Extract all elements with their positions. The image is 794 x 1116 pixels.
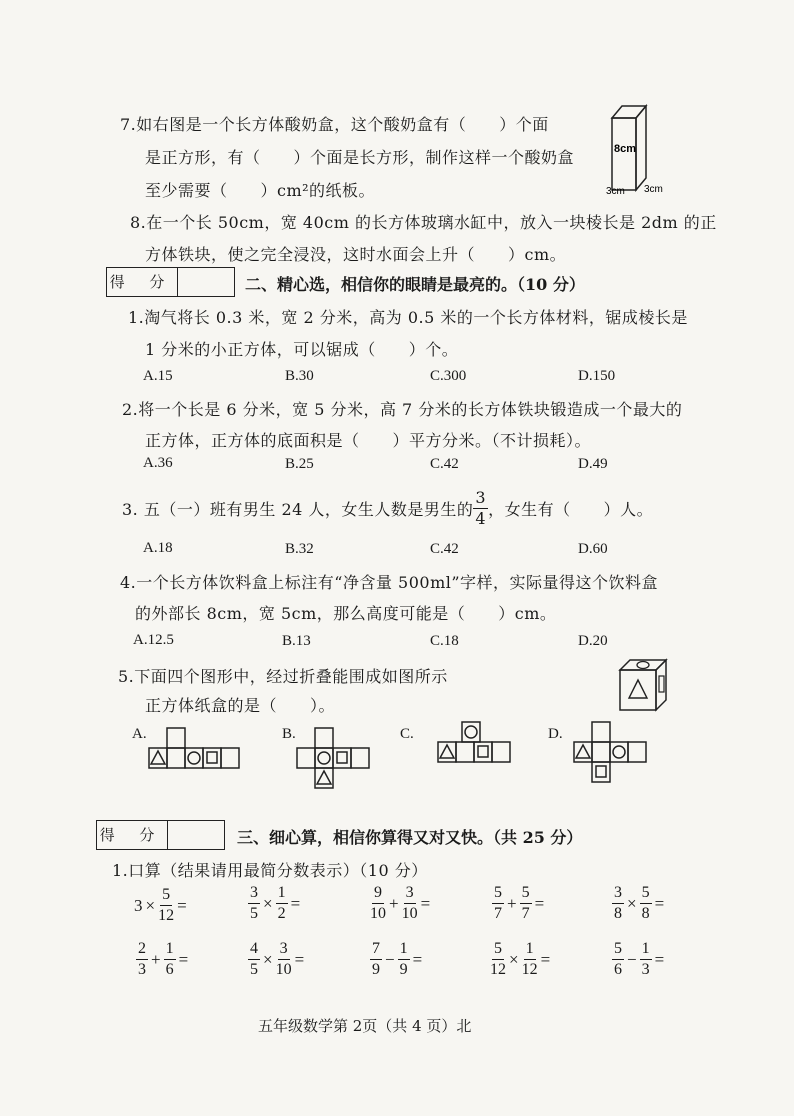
fraction-denominator: 5: [250, 905, 258, 922]
choice-q4-option-a[interactable]: A.12.5: [133, 632, 174, 648]
choice-q5-line2: 正方体纸盒的是（ ）。: [145, 696, 336, 715]
choice-q2-option-b[interactable]: B.25: [285, 456, 314, 472]
calc-expression: [492, 885, 544, 922]
fraction-numerator: 5: [492, 885, 504, 904]
choice-q1-option-c[interactable]: C.300: [430, 368, 467, 384]
fraction: [522, 941, 538, 978]
equals-sign: =: [420, 893, 431, 913]
cuboid-figure: [604, 100, 674, 196]
section2-score-blank[interactable]: [178, 268, 234, 296]
net-option-b-label[interactable]: B.: [282, 726, 296, 742]
fraction-denominator: 12: [521, 961, 538, 978]
equals-sign: =: [177, 895, 187, 915]
equals-sign: =: [412, 949, 423, 969]
fraction-numerator: 5: [640, 885, 652, 904]
choice-q5-line1: 5.下面四个图形中，经过折叠能围成如图所示: [118, 667, 448, 686]
fraction-denominator: 8: [614, 905, 622, 922]
operator: ×: [509, 949, 519, 969]
fraction-denominator: 3: [641, 961, 650, 978]
choice-q1-line1: 1.淘气将长 0.3 米，宽 2 分米，高为 0.5 米的一个长方体材料，锯成棱长是: [128, 308, 688, 327]
cuboid-height-label: 8cm: [614, 143, 637, 155]
equals-sign: =: [294, 949, 305, 969]
fraction: [612, 885, 624, 922]
choice-q4-option-c[interactable]: C.18: [430, 633, 459, 649]
choice-q1-option-b[interactable]: B.30: [285, 368, 314, 384]
fraction-denominator: 12: [158, 907, 175, 924]
fraction-numerator: 1: [524, 941, 536, 960]
fraction-denominator: 3: [138, 961, 146, 978]
fraction-numerator: 3: [404, 885, 416, 904]
fraction: [492, 885, 504, 922]
fraction: [248, 941, 260, 978]
fraction-numerator: 5: [520, 885, 532, 904]
section2-score-box: [106, 267, 235, 297]
cuboid-width-label: 3cm: [606, 186, 625, 196]
fraction-denominator: 7: [494, 905, 502, 922]
fraction: [402, 885, 418, 922]
fraction-denominator: 10: [370, 905, 386, 922]
calc-expression: [370, 941, 422, 978]
fraction-denominator: 8: [641, 905, 650, 922]
section3-score-blank[interactable]: [168, 821, 224, 849]
fraction-denominator: 9: [372, 961, 380, 978]
fraction: [490, 941, 506, 978]
fraction-numerator: 1: [276, 885, 288, 904]
section3-score-box: [96, 820, 225, 850]
fraction-numerator: 1: [640, 941, 652, 960]
operator: ×: [145, 895, 156, 915]
fraction-denominator: 6: [165, 961, 174, 978]
fraction: [248, 885, 260, 922]
fraction: [370, 885, 386, 922]
fraction-denominator: 10: [275, 961, 292, 978]
choice-q3-option-d[interactable]: D.60: [578, 541, 608, 557]
fraction: [276, 885, 288, 922]
fraction-numerator: 3: [612, 885, 624, 904]
calc-expression: [490, 941, 550, 978]
net-option-d-figure[interactable]: [573, 718, 649, 790]
operator: +: [507, 893, 517, 913]
calc-expression: [612, 885, 664, 922]
target-cube-figure: [616, 656, 672, 716]
choice-q2-line2: 正方体，正方体的底面积是（ ）平方分米。（不计损耗）。: [145, 431, 592, 450]
fraction-numerator: 1: [398, 941, 410, 960]
net-option-a-label[interactable]: A.: [132, 726, 147, 742]
fraction-denominator: 9: [399, 961, 408, 978]
fraction: [612, 941, 624, 978]
choice-q4-line1: 4.一个长方体饮料盒上标注有“净含量 500ml”字样，实际量得这个饮料盒: [120, 573, 659, 592]
fraction-numerator: 5: [492, 941, 504, 960]
fraction: [164, 941, 176, 978]
choice-q3-suffix: ，女生有（ ）人。: [488, 500, 654, 519]
fraction: [640, 885, 652, 922]
operator: +: [389, 893, 399, 913]
choice-q3-prefix: 3. 五（一）班有男生 24 人，女生人数是男生的: [122, 500, 474, 519]
choice-q2-option-d[interactable]: D.49: [578, 456, 608, 472]
fraction-denominator: 7: [521, 905, 530, 922]
q7-line3: 至少需要（ ）cm²的纸板。: [145, 181, 376, 200]
fraction-numerator: 2: [136, 941, 148, 960]
section2-score-label: 得 分: [107, 268, 178, 296]
cuboid-depth-label: 3cm: [644, 184, 663, 195]
q7-line2: 是正方形，有（ ）个面是长方形，制作这样一个酸奶盒: [145, 148, 575, 167]
fraction-numerator: 3: [248, 885, 260, 904]
calc-expression: [134, 887, 187, 924]
choice-q2-option-a[interactable]: A.36: [143, 455, 173, 471]
fraction-denominator: 6: [614, 961, 622, 978]
equals-sign: =: [654, 893, 665, 913]
choice-q4-option-b[interactable]: B.13: [282, 633, 311, 649]
equals-sign: =: [290, 893, 301, 913]
fraction-numerator: 3: [278, 941, 290, 960]
calc-expression: [370, 885, 430, 922]
section3-title: 三、细心算，相信你算得又对又快。（共 25 分）: [237, 828, 583, 847]
equals-sign: =: [540, 949, 551, 969]
fraction-denominator: 12: [490, 961, 506, 978]
fraction-denominator: 4: [475, 509, 487, 528]
fraction-numerator: 5: [160, 887, 172, 906]
calc-expression: [136, 941, 188, 978]
section3-score-label: 得 分: [97, 821, 168, 849]
net-option-b-figure[interactable]: [296, 724, 372, 796]
choice-q3-option-b[interactable]: B.32: [285, 541, 314, 557]
oral-calc-heading: 1.口算（结果请用最简分数表示）（10 分）: [112, 861, 428, 880]
choice-q4-line2: 的外部长 8cm，宽 5cm，那么高度可能是（ ）cm。: [135, 604, 557, 623]
q8-line1: 8.在一个长 50cm，宽 40cm 的长方体玻璃水缸中，放入一块棱长是 2dm 的正: [130, 213, 717, 232]
choice-q3-fraction: [473, 490, 488, 527]
choice-q2-line1: 2.将一个长是 6 分米，宽 5 分米，高 7 分米的长方体铁块锻造成一个最大的: [122, 400, 683, 419]
calc-expression: [248, 941, 304, 978]
fraction-denominator: 2: [277, 905, 286, 922]
fraction: [398, 941, 410, 978]
q8-line2: 方体铁块，使之完全浸没，这时水面会上升（ ）cm。: [145, 245, 567, 264]
fraction-numerator: 3: [475, 488, 487, 507]
equals-sign: =: [654, 949, 665, 969]
choice-q1-option-a[interactable]: A.15: [143, 368, 173, 384]
fraction: [136, 941, 148, 978]
operator: −: [627, 949, 637, 969]
choice-q2-option-c[interactable]: C.42: [430, 456, 459, 472]
choice-q1-option-d[interactable]: D.150: [578, 368, 616, 384]
choice-q3-option-c[interactable]: C.42: [430, 541, 459, 557]
fraction: [276, 941, 292, 978]
whole-number: 3: [134, 895, 143, 915]
fraction-denominator: 5: [250, 961, 258, 978]
fraction-numerator: 9: [372, 885, 384, 904]
fraction: [370, 941, 382, 978]
choice-q1-line2: 1 分米的小正方体，可以锯成（ ）个。: [145, 340, 459, 359]
section2-title: 二、精心选，相信你的眼睛是最亮的。（10 分）: [245, 275, 585, 294]
operator: ×: [263, 893, 273, 913]
operator: +: [151, 949, 161, 969]
equals-sign: =: [534, 893, 545, 913]
calc-expression: [248, 885, 300, 922]
net-option-c-figure[interactable]: [434, 718, 518, 774]
page-footer: 五年级数学第 2页（共 4 页）北: [258, 1017, 472, 1035]
net-option-a-figure[interactable]: [148, 724, 240, 774]
operator: −: [385, 949, 395, 969]
net-option-d-label[interactable]: D.: [548, 726, 563, 742]
fraction: [520, 885, 532, 922]
equals-sign: =: [178, 949, 189, 969]
choice-q3-option-a[interactable]: A.18: [143, 540, 173, 556]
fraction-numerator: 7: [370, 941, 382, 960]
fraction-numerator: 4: [248, 941, 260, 960]
calc-expression: [612, 941, 664, 978]
q7-line1: 7.如右图是一个长方体酸奶盒，这个酸奶盒有（ ）个面: [120, 115, 549, 134]
choice-q4-option-d[interactable]: D.20: [578, 633, 608, 649]
operator: ×: [627, 893, 637, 913]
operator: ×: [263, 949, 273, 969]
net-option-c-label[interactable]: C.: [400, 726, 414, 742]
fraction-numerator: 5: [612, 941, 624, 960]
fraction-denominator: 10: [401, 905, 418, 922]
choice-q3-line: [122, 490, 653, 527]
fraction-numerator: 1: [164, 941, 176, 960]
fraction: [640, 941, 652, 978]
fraction: [158, 887, 174, 924]
